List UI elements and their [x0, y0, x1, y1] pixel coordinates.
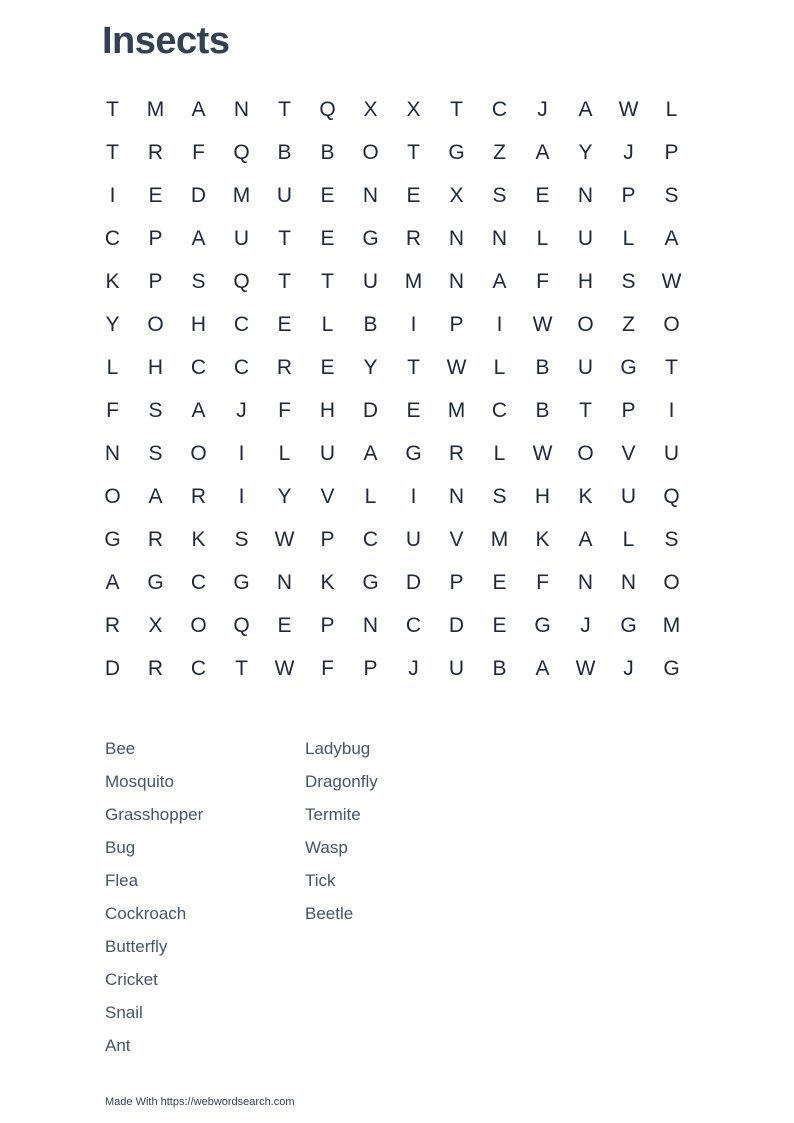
grid-cell: E [492, 570, 507, 594]
grid-cell: A [191, 398, 206, 422]
grid-cell: Z [493, 140, 506, 164]
grid-cell: U [276, 183, 293, 207]
grid-cell: O [663, 312, 680, 336]
grid-cell: W [575, 656, 596, 680]
grid-cell: N [491, 226, 508, 250]
grid-cell: B [363, 312, 378, 336]
grid-cell: O [190, 441, 207, 465]
grid-cell: J [408, 656, 419, 680]
grid-cell: E [406, 398, 421, 422]
grid-cell: M [447, 398, 466, 422]
grid-cell: L [622, 527, 635, 551]
grid-cell: R [104, 613, 121, 637]
grid-cell: T [407, 355, 420, 379]
grid-cell: Q [233, 613, 250, 637]
grid-cell: U [620, 484, 637, 508]
word-list-item: Mosquito [105, 772, 174, 791]
grid-cell: H [534, 484, 551, 508]
grid-cell: U [663, 441, 680, 465]
grid-cell: J [236, 398, 247, 422]
grid-cell: I [238, 441, 245, 465]
grid-cell: H [319, 398, 336, 422]
grid-cell: S [621, 269, 636, 293]
grid-cell: G [620, 613, 637, 637]
grid-cell: P [621, 183, 636, 207]
grid-cell: P [148, 269, 163, 293]
grid-cell: T [278, 269, 291, 293]
grid-cell: A [105, 570, 120, 594]
grid-cell: L [321, 312, 334, 336]
grid-cell: H [147, 355, 164, 379]
grid-cell: O [147, 312, 164, 336]
grid-cell: T [235, 656, 248, 680]
grid-cell: G [362, 226, 379, 250]
grid-cell: C [190, 656, 207, 680]
grid-cell: O [663, 570, 680, 594]
grid-cell: F [536, 570, 549, 594]
word-list-item: Cricket [105, 970, 158, 989]
grid-cell: C [233, 355, 250, 379]
page-title: Insects [102, 20, 230, 62]
grid-cell: C [491, 398, 508, 422]
grid-cell: R [448, 441, 465, 465]
grid-cell: G [362, 570, 379, 594]
grid-cell: G [104, 527, 121, 551]
word-list-item: Tick [305, 871, 336, 890]
grid-cell: O [190, 613, 207, 637]
grid-cell: N [362, 183, 379, 207]
grid-cell: G [405, 441, 422, 465]
grid-cell: C [405, 613, 422, 637]
grid-cell: X [406, 97, 421, 121]
grid-cell: E [277, 613, 292, 637]
grid-cell: A [148, 484, 163, 508]
grid-cell: R [405, 226, 422, 250]
grid-cell: S [148, 398, 163, 422]
grid-cell: Y [363, 355, 378, 379]
grid-cell: Q [663, 484, 680, 508]
grid-cell: F [536, 269, 549, 293]
grid-cell: K [535, 527, 550, 551]
word-list-item: Snail [105, 1003, 143, 1022]
grid-cell: C [190, 570, 207, 594]
grid-cell: W [532, 441, 553, 465]
grid-cell: J [623, 140, 634, 164]
grid-cell: C [491, 97, 508, 121]
grid-cell: R [276, 355, 293, 379]
grid-cell: H [190, 312, 207, 336]
grid-cell: N [104, 441, 121, 465]
grid-cell: P [320, 527, 335, 551]
word-list-item: Bee [105, 739, 136, 758]
grid-cell: N [577, 183, 594, 207]
grid-cell: G [534, 613, 551, 637]
grid-cell: N [448, 226, 465, 250]
word-list-item: Dragonfly [305, 772, 378, 791]
grid-cell: I [109, 183, 116, 207]
grid-cell: A [363, 441, 378, 465]
grid-cell: W [274, 656, 295, 680]
grid-cell: L [665, 97, 678, 121]
grid-cell: B [535, 355, 550, 379]
word-list-item: Cockroach [105, 904, 187, 923]
grid-cell: T [321, 269, 334, 293]
grid-cell: V [320, 484, 335, 508]
grid-cell: Y [105, 312, 120, 336]
grid-cell: N [448, 484, 465, 508]
grid-cell: B [320, 140, 335, 164]
grid-cell: C [104, 226, 121, 250]
grid-cell: M [662, 613, 681, 637]
grid-cell: F [321, 656, 334, 680]
grid-cell: U [448, 656, 465, 680]
grid-cell: Q [319, 97, 336, 121]
grid-cell: E [535, 183, 550, 207]
grid-cell: E [492, 613, 507, 637]
grid-cell: S [664, 527, 679, 551]
grid-cell: I [410, 484, 417, 508]
grid-cell: L [493, 441, 506, 465]
grid-cell: V [449, 527, 464, 551]
grid-cell: K [320, 570, 335, 594]
grid-cell: I [496, 312, 503, 336]
word-list-item: Termite [305, 805, 361, 824]
grid-cell: A [535, 140, 550, 164]
grid-cell: P [148, 226, 163, 250]
grid-cell: U [362, 269, 379, 293]
grid-cell: B [535, 398, 550, 422]
grid-cell: T [450, 97, 463, 121]
grid-cell: V [621, 441, 636, 465]
grid-cell: F [106, 398, 119, 422]
grid-cell: W [274, 527, 295, 551]
grid-cell: Q [233, 140, 250, 164]
grid-cell: L [106, 355, 119, 379]
grid-cell: X [148, 613, 163, 637]
letter-grid [91, 88, 693, 690]
word-list-item: Ant [105, 1036, 131, 1055]
grid-cell: D [448, 613, 465, 637]
grid-cell: P [664, 140, 679, 164]
grid-cell: S [148, 441, 163, 465]
grid-cell: A [191, 97, 206, 121]
grid-cell: T [278, 226, 291, 250]
grid-cell: L [364, 484, 377, 508]
grid-cell: P [363, 656, 378, 680]
grid-cell: N [276, 570, 293, 594]
grid-cell: E [320, 355, 335, 379]
grid-cell: L [493, 355, 506, 379]
grid-cell: P [320, 613, 335, 637]
grid-cell: H [577, 269, 594, 293]
word-list-item: Butterfly [105, 937, 168, 956]
grid-cell: S [664, 183, 679, 207]
word-list-item: Grasshopper [105, 805, 204, 824]
grid-cell: M [490, 527, 509, 551]
footer-credit: Made With https://webwordsearch.com [105, 1096, 295, 1108]
grid-cell: R [190, 484, 207, 508]
grid-cell: T [278, 97, 291, 121]
grid-cell: N [577, 570, 594, 594]
grid-cell: J [623, 656, 634, 680]
grid-cell: R [147, 140, 164, 164]
grid-cell: N [620, 570, 637, 594]
grid-cell: J [580, 613, 591, 637]
grid-cell: T [579, 398, 592, 422]
grid-cell: O [362, 140, 379, 164]
grid-cell: F [278, 398, 291, 422]
grid-cell: R [147, 656, 164, 680]
grid-cell: O [104, 484, 121, 508]
grid-cell: A [578, 527, 593, 551]
grid-cell: S [191, 269, 206, 293]
grid-cell: B [492, 656, 507, 680]
grid-cell: C [233, 312, 250, 336]
word-list-item: Bug [105, 838, 136, 857]
grid-cell: W [661, 269, 682, 293]
grid-cell: C [362, 527, 379, 551]
grid-cell: M [146, 97, 165, 121]
grid-cell: K [578, 484, 593, 508]
grid-cell: C [190, 355, 207, 379]
grid-cell: T [106, 140, 119, 164]
grid-cell: A [191, 226, 206, 250]
grid-cell: D [362, 398, 379, 422]
grid-cell: Y [578, 140, 593, 164]
grid-cell: N [233, 97, 250, 121]
grid-cell: U [233, 226, 250, 250]
grid-cell: B [277, 140, 292, 164]
grid-cell: U [577, 355, 594, 379]
grid-cell: E [148, 183, 163, 207]
grid-cell: Y [277, 484, 292, 508]
grid-cell: O [577, 312, 594, 336]
grid-cell: P [621, 398, 636, 422]
grid-cell: D [104, 656, 121, 680]
grid-cell: T [665, 355, 678, 379]
grid-cell: T [106, 97, 119, 121]
grid-cell: P [449, 312, 464, 336]
grid-cell: U [405, 527, 422, 551]
grid-cell: S [492, 484, 507, 508]
grid-cell: G [448, 140, 465, 164]
grid-cell: D [190, 183, 207, 207]
word-list-item: Wasp [305, 838, 348, 857]
grid-cell: P [449, 570, 464, 594]
grid-cell: J [537, 97, 548, 121]
grid-cell: S [234, 527, 249, 551]
grid-cell: G [663, 656, 680, 680]
grid-cell: E [320, 226, 335, 250]
grid-cell: G [233, 570, 250, 594]
grid-cell: G [620, 355, 637, 379]
grid-cell: W [532, 312, 553, 336]
grid-cell: O [577, 441, 594, 465]
grid-cell: W [446, 355, 467, 379]
grid-cell: R [147, 527, 164, 551]
grid-cell: U [319, 441, 336, 465]
grid-cell: A [578, 97, 593, 121]
grid-cell: F [192, 140, 205, 164]
grid-cell: E [320, 183, 335, 207]
grid-cell: K [105, 269, 120, 293]
grid-cell: D [405, 570, 422, 594]
grid-cell: A [664, 226, 679, 250]
word-list [105, 736, 505, 1066]
grid-cell: Z [622, 312, 635, 336]
grid-cell: L [536, 226, 549, 250]
grid-cell: I [238, 484, 245, 508]
grid-cell: A [535, 656, 550, 680]
grid-cell: X [363, 97, 378, 121]
grid-cell: M [404, 269, 423, 293]
grid-cell: L [278, 441, 291, 465]
grid-cell: K [191, 527, 206, 551]
grid-cell: I [410, 312, 417, 336]
grid-cell: U [577, 226, 594, 250]
grid-cell: G [147, 570, 164, 594]
grid-cell: W [618, 97, 639, 121]
word-list-item: Flea [105, 871, 139, 890]
grid-cell: N [448, 269, 465, 293]
word-list-item: Ladybug [305, 739, 371, 758]
grid-cell: E [406, 183, 421, 207]
grid-cell: A [492, 269, 507, 293]
grid-cell: I [668, 398, 675, 422]
word-list-item: Beetle [305, 904, 354, 923]
grid-cell: N [362, 613, 379, 637]
grid-cell: E [277, 312, 292, 336]
grid-cell: S [492, 183, 507, 207]
grid-cell: M [232, 183, 251, 207]
grid-cell: Q [233, 269, 250, 293]
grid-cell: T [407, 140, 420, 164]
grid-cell: L [622, 226, 635, 250]
grid-cell: X [449, 183, 464, 207]
